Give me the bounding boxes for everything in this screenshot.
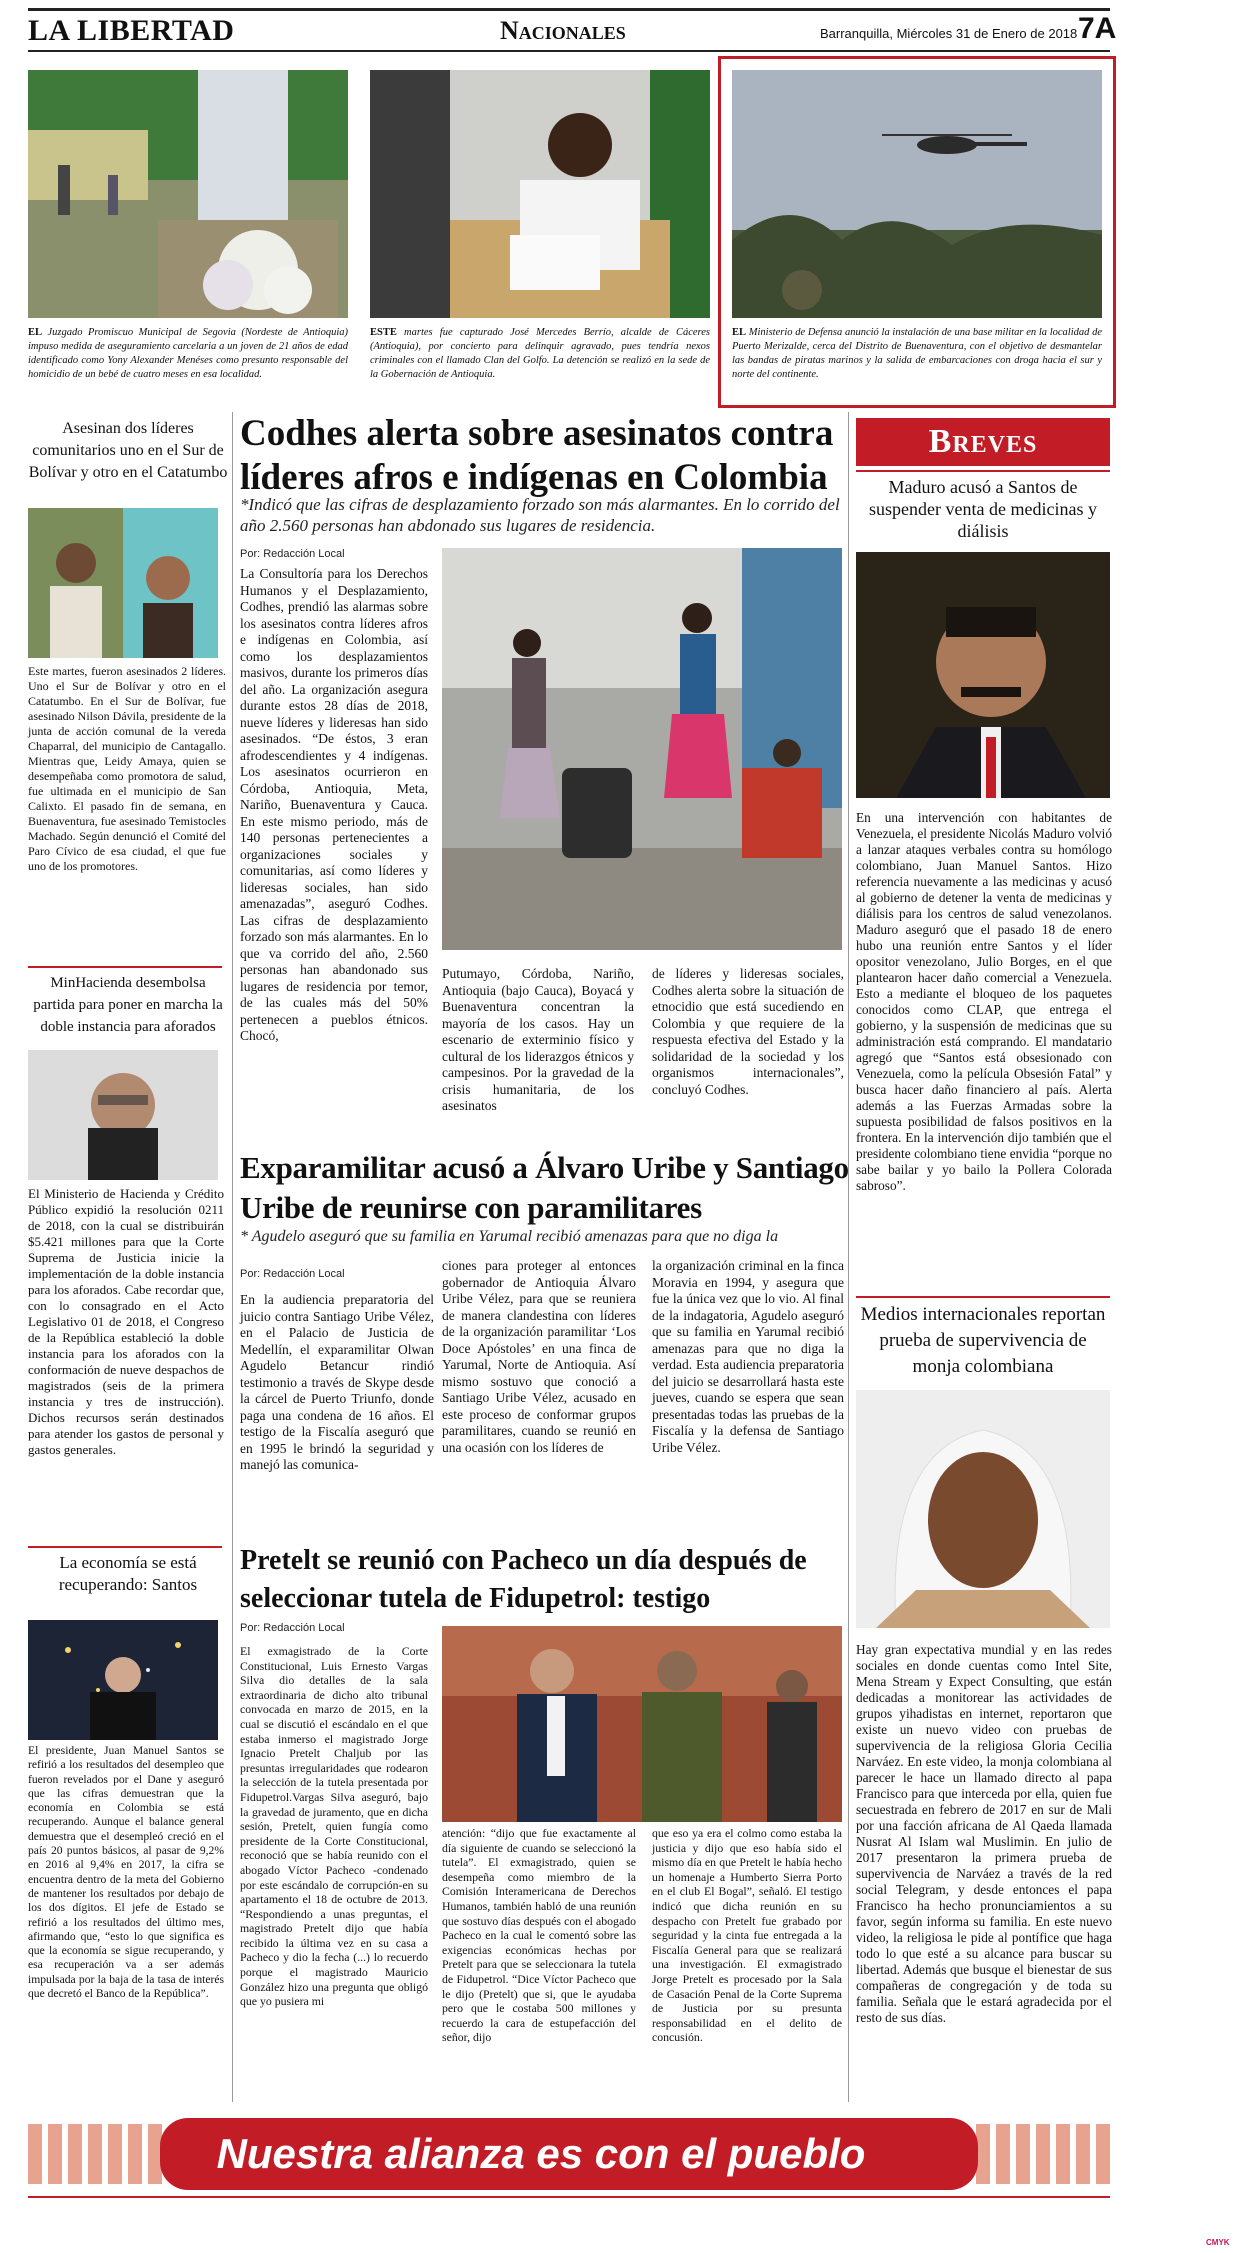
left-body-3: El presidente, Juan Manuel Santos se refirió a los resultados del desempleo que fueron revelados por el Dane y aseguró que las cifras demuestran que la economía en Colombia se está recuperando. Aunque el balance general demuestra que el desempleó creció en el país 20 puntos básicos, al pasar de 9,2% en 2016 al 9,4% en 2017, la cifra se encuentra dentro de la meta del Gobierno de mantener los resultados por debajo de los dos dígitos. El jefe de Estado se refirió a los resultados del último mes, afirmando que, “esto lo que significa es que la economía se sigue recuperando, y esa recuperación va a ser además impulsada por la baja de la tasa de interés que decretó el Banco de la República”. xyxy=(28,1744,224,2001)
codhes-col-2: Putumayo, Córdoba, Nariño, Antioquia (bajo Cauca), Boyacá y Buenaventura concentran la mayoría de los casos. Hay un escenario de exterminio físico y cultural de los liderazgos étnicos y campesinos. Por la gravedad de la crisis humanitaria, de los asesinatos xyxy=(442,966,634,1113)
right-body-2: Hay gran expectativa mundial y en las redes sociales en donde cuentas como Intel Site, Mena Stream y Expect Consulting, que están dedicadas a monitorear las actividades de grupos yihadistas en internet, reportaron que existe un nuevo video con pruebas de supervivencia de la religiosa Gloria Cecilia Narváez. En este video, la monja colombiana al parecer le hace un llamado directo al papa Francisco para que interceda por ella, quien fue secuestrada en febrero de 2017 en sur de Mali por una facción africana de Al Qaeda llamada Nusrat Al Islam wal Muslimin. En julio de 2017 presentaron la primera prueba de supervivencia de Narváez a través de la red social Telegram, y desde entonces el papa Francisco ha hecho pronunciamientos a su favor, según informa su familia. En este nuevo video, la religiosa le pide al pontífice que haga todo lo que esté a su alcance para buscar su libertad. Además que busque el bienestar de sus compañeras de congregación y de toda su familia. Señala que le estará agradecida por el resto de sus días. xyxy=(856,1642,1112,2025)
left-divider-1 xyxy=(28,966,222,968)
photo-maduro xyxy=(856,552,1110,798)
photo-pretelt xyxy=(442,1626,842,1822)
pretelt-col-2: atención: “dijo que fue exactamente al día siguiente de cuando se seleccionó la tutela”. El exmagistrado, quien se desempeña como miembro de la Comisión Interamericana de Derechos Humanos, también habló de una reunión que sostuvo días después con el abogado Pacheco en la cual le comentó sobre las exigencias económicas hechas por Pretelt para que se seleccionara la tutela de Fidupetrol. “Dice Víctor Pacheco que le dijo (Pretelt) que si, que le ayudaba pero que le costaba 500 millones y recuerdo la cara de estupefacción del señor, dijo xyxy=(442,1826,636,2045)
banner-slogan: Nuestra alianza es con el pueblo xyxy=(216,2130,866,2177)
pretelt-col-3: que eso ya era el colmo como estaba la justicia y dijo que eso había sido el mismo día en que Pretelt le había hecho un homenaje a Humberto Sierra Porto en el club El Bogal”, señaló. El testigo indicó que dicha reunión en su despacho con Pretelt fue grabado por seguridad y la cinta fue entregada a la Fiscalía General para que se realizará una investigación. El exmagistrado Jorge Pretelt es procesado por la Sala de Casación Penal de la Corte Suprema de Justicia por su presunta responsabilidad en el delito de concusión. xyxy=(652,1826,842,2045)
photo-displaced xyxy=(442,548,842,950)
exparamilitar-col-3: la organización criminal en la finca Moravia en 1994, y asegura que fue la única vez que lo vio. Al final de la indagatoria, Agudelo aseguró que su familia en Yarumal recibió amenazas para que no diga la verdad. Esta audiencia preparatoria del juicio se desarrollará hasta este jueves, cuando se espera que sean presentadas todas las pruebas de la Fiscalía y la defensa de Santiago Uribe Vélez. xyxy=(652,1258,844,1455)
left-body-1: Este martes, fueron asesinados 2 líderes. Uno el Sur de Bolívar y otro en el Catatumbo. En el Sur de Bolívar, fue asesinado Nilson Dávila, presidente de la junta de acción comunal de la vereda Chaparral, del municipio de Cantagallo. Mientras que, Leidy Amaya, quien se desempeñaba como promotora de salud, fue ultimada en el municipio de San Calixto. El pasado fin de semana, en Buenaventura, fue asesinado Temistocles Machado. Según denunció el Comité del Paro Cívico de esa ciudad, el que fue uno de los promotores. xyxy=(28,664,226,873)
photo-helicopter xyxy=(732,70,1102,318)
header-rule xyxy=(28,50,1110,52)
left-headline-3: La economía se está recuperando: Santos xyxy=(58,1553,198,1594)
caption-3: EL Ministerio de Defensa anunció la instalación de una base militar en la localidad de Puerto Merizalde, cerca del Distrito de Buenaventura, con el objetivo de desmantelar las bandas de piratas marinos y la salida de embarcaciones con droga hacia el sur y norte del continente. xyxy=(732,327,1103,380)
photo-mayor xyxy=(370,70,710,318)
byline-codhes: Por: Redacción Local xyxy=(240,548,345,560)
right-body-1: En una intervención con habitantes de Venezuela, el presidente Nicolás Maduro volvió a lanzar ataques verbales contra su homólogo colombiano, Juan Manuel Santos. Hizo referencia nuevamente a las medicinas y acusó al gobierno de detener la venta de medicinas y diálisis para los centros de salud venezolanos. Maduro aseguró que el pasado 18 de enero hubo una reunión entre Santos y el líder opositor venezolano, Julio Borges, en el que plantearon hacer daño comercial a Venezuela. Esto a mediante el bloqueo de los paquetes conocidos como CLAP, que entrega el gobierno, y la suspensión de medicinas que su administración está comprando. El mandatario agregó que “Santos está obsesionado con Venezuela, como la película Obsesión Fatal” y busca hacer daño financiero al país. Alerta además a las Fuerzas Armadas sobre la supuesta posibilidad de falsos positivos en la frontera. En la intervención dijo también que el presidente colombiano tiene envidia “porque no sabe bailar y yo bailo la Pollera Colorada sabroso”. xyxy=(856,810,1112,1193)
headline-pretelt: Pretelt se reunió con Pacheco un día después de seleccionar tutela de Fidupetrol: testigo xyxy=(240,1545,807,1614)
pretelt-col-1: El exmagistrado de la Corte Constitucional, Luis Ernesto Vargas Silva dio detalles de la sala extraordinaria de dicho alto tribunal convocada en marzo de 2015, en la cual se discutió el escándalo en el que estaba inmerso el magistrado Jorge Ignacio Pretelt Chaljub por las presuntas irregularidades que rodearon la selección de la tutela presentada por Fidupetrol.Vargas Silva aseguró, bajo la gravedad de juramento, que en dicha sesión, Pretelt, quien fungía como presidente de la Corte Constitucional, reconoció que se había reunido con el abogado Víctor Pacheco -condenado por este escándalo de corrupción-en su apartamento el 18 de octubre de 2013. “Respondiendo a unas preguntas, el magistrado Pretelt dijo que había recibido la última vez en su casa a Pacheco y dio la fecha (...) lo recuerdo porque el magistrado Mauricio González hizo una pregunta que obligó que yo pusiera mi xyxy=(240,1644,428,2009)
caption-1: EL Juzgado Promiscuo Municipal de Segovia (Nordeste de Antioquia) impuso medida de aseguramiento carcelaria a un joven de 21 años de edad identificado como Yony Alexander Menéses como presunto responsable del homicidio de un bebé de cuatro meses en esa localidad. xyxy=(28,327,348,380)
photo-nun xyxy=(856,1390,1110,1628)
byline-pretelt: Por: Redacción Local xyxy=(240,1622,345,1634)
codhes-col-3: de líderes y lideresas sociales, Codhes alerta sobre la situación de etnocidio que está sucediendo en Colombia y que requiere de la respuesta efectiva del Estado y la solidaridad de la sociedad y los organismos internacionales”, concluyó Codhes. xyxy=(652,966,844,1097)
page-number: 7A xyxy=(1078,12,1117,45)
left-body-2: El Ministerio de Hacienda y Crédito Público expidió la resolución 0211 de 2018, con la cual se distribuirán $5.421 millones para que la Corte Suprema de Justicia inicie la implementación de la doble instancia para los aforados. Cabe recordar que, con lo consagrado en el Acto Legislativo 01 de 2018, el Congreso de la República estableció la doble instancia para los aforados con la conformación de nueve despachos de magistrados (seis de la primera instancia y tres de instrucción). Dichos recursos serán destinados para atender los gastos de personal y gastos generales. xyxy=(28,1186,224,1457)
left-column-rule xyxy=(232,412,233,2102)
dateline: Barranquilla, Miércoles 31 de Enero de 2018 xyxy=(820,26,1078,41)
top-rule xyxy=(28,8,1110,11)
subhead-exparamilitar: * Agudelo aseguró que su familia en Yarumal recibió amenazas para que no diga la xyxy=(240,1228,779,1245)
photo-memorial xyxy=(28,70,348,318)
breves-banner: Breves xyxy=(856,418,1110,466)
left-headline-1: Asesinan dos líderes comunitarios uno en el Sur de Bolívar y otro en el Catatumbo xyxy=(28,420,228,481)
photo-santos xyxy=(28,1620,218,1740)
codhes-col-1: La Consultoría para los Derechos Humanos y el Desplazamiento, Codhes, prendió las alarmas sobre los asesinatos contra líderes afros e indígenas en Colombia, así como los desplazamientos masivos, durante los primeros días del año. La organización asegura durante estos 28 días de 2018, nueve líderes y lideresas han sido asesinados. “De éstos, 3 eran afrodescendientes y 4 indígenas. Los asesinatos ocurrieron en Córdoba, Antioquia, Meta, Nariño, Buenaventura y Cauca. En este mismo periodo, más de 140 personas pertenecientes a organizaciones sociales y comunitarias, así como líderes y lideresas sociales, han sido amenazadas”, aseguró Codhes. Las cifras de desplazamiento forzado son más alarmantes. En lo que va corrido del año, 2.560 personas han abandonado sus lugares de residencia por temor, de las cuales más del 50% pertenecen a pueblos étnicos. Chocó, xyxy=(240,566,428,1043)
section-title: Nacionales xyxy=(500,16,626,45)
right-column-rule xyxy=(848,412,849,2102)
left-divider-2 xyxy=(28,1546,222,1548)
right-divider xyxy=(856,1296,1110,1298)
left-headline-2: MinHacienda desembolsa partida para poner en marcha la doble instancia para aforados xyxy=(33,975,223,1035)
subhead-codhes: *Indicó que las cifras de desplazamiento forzado son más alarmantes. En lo corrido del año 2.560 personas han abdonado sus lugares de residencia. xyxy=(240,495,840,535)
exparamilitar-col-2: ciones para proteger al entonces gobernador de Antioquia Álvaro Uribe Vélez, para que se reuniera de manera clandestina con líderes de la organización paramilitar ‘Los Doce Apóstoles’ en una finca de Yarumal, Norte de Antioquia. Así mismo sostuvo que conoció a Santiago Uribe Vélez, acusado en este proceso de conformar grupos paramilitares, cuando se reunió en una ocasión con los líderes de xyxy=(442,1258,636,1455)
cmyk-mark: CMYK xyxy=(1206,2238,1230,2247)
bottom-rule xyxy=(28,2196,1110,2198)
breves-rule xyxy=(856,470,1110,472)
right-headline-2: Medios internacionales reportan prueba de supervivencia de monja colombiana xyxy=(860,1304,1106,1377)
caption-2: ESTE martes fue capturado José Mercedes Berrío, alcalde de Cáceres (Antioquia), por concierto para delinquir agravado, pues tendría nexos criminales con el llamado Clan del Golfo. La detención se realizó en la sede de la Gobernación de Antioquia. xyxy=(370,327,711,380)
headline-exparamilitar: Exparamilitar acusó a Álvaro Uribe y Santiago Uribe de reunirse con paramilitares xyxy=(240,1150,849,1225)
headline-codhes: Codhes alerta sobre asesinatos contra líderes afros e indígenas en Colombia xyxy=(240,413,834,498)
photo-leaders xyxy=(28,508,218,658)
right-headline-1: Maduro acusó a Santos de suspender venta de medicinas y diálisis xyxy=(869,477,1097,541)
photo-minister xyxy=(28,1050,218,1180)
newspaper-brand: LA LIBERTAD xyxy=(28,14,235,47)
exparamilitar-col-1: En la audiencia preparatoria del juicio contra Santiago Uribe Vélez, en el Palacio de Justicia de Medellín, el exparamilitar Olwan Agudelo Betancur rindió testimonio a través de Skype desde la cárcel de Puerto Triunfo, donde paga una condena de 16 años. El testigo de la Fiscalía aseguró que en 1995 le brindó la seguridad y manejó las comunica- xyxy=(240,1292,434,1472)
byline-exparamilitar: Por: Redacción Local xyxy=(240,1268,345,1280)
